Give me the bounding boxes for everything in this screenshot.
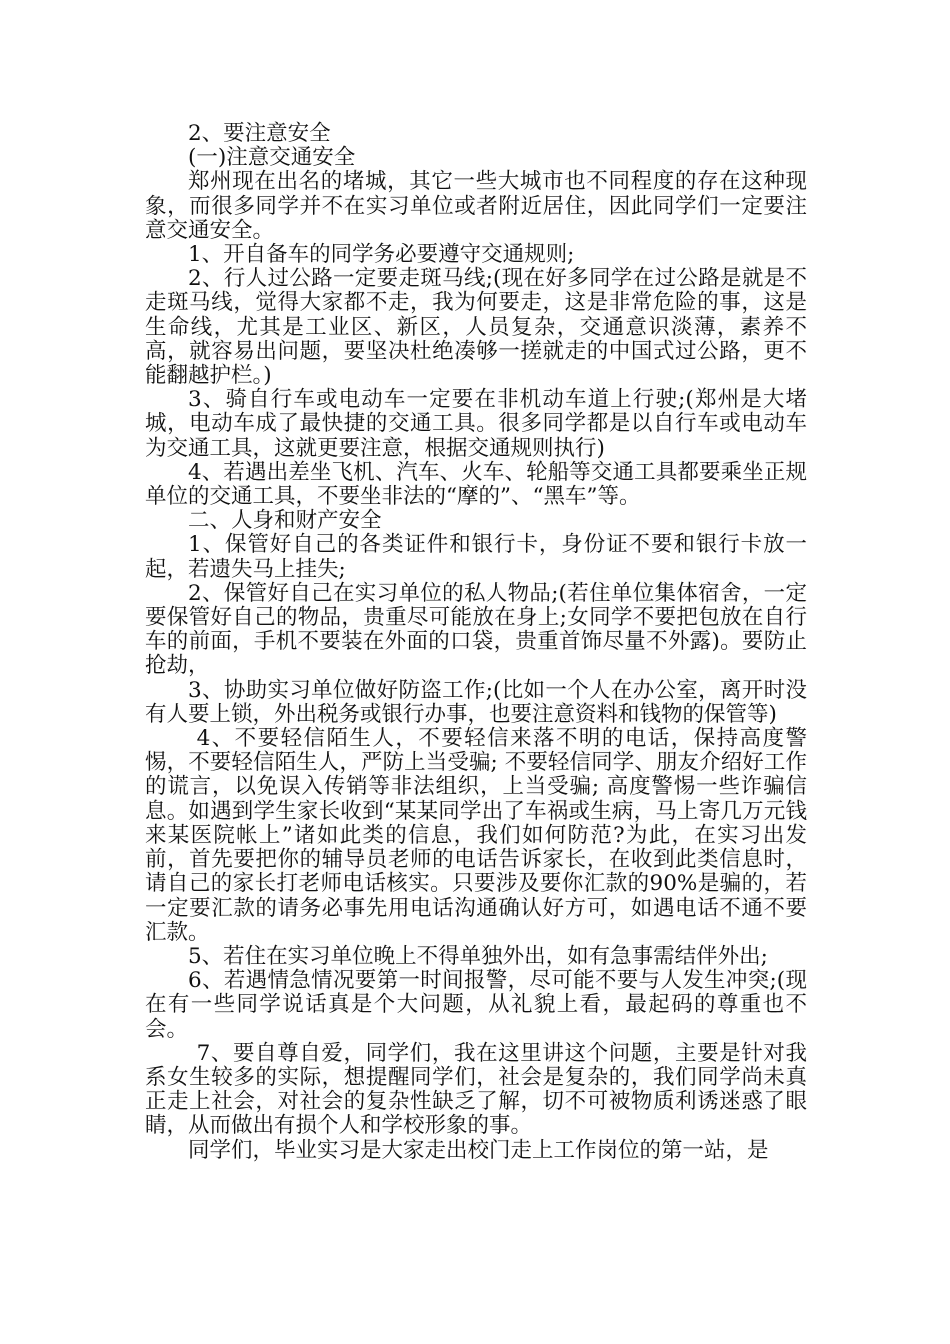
paragraph-property-rule-4: 4、不要轻信陌生人，不要轻信来落不明的电话，保持高度警惕，不要轻信陌生人，严防上当受骗; 不要轻信同学、朋友介绍好工作的谎言，以免误入传销等非法组织，上当受骗; 高度警惕一些诈骗信息。如遇到学生家长收到“某某同学出了车祸或生病，马上寄几万元钱来某医院帐上”诸如此类的信息，我们如何防范?为此，在实习出发前，首先要把你的辅导员老师的电话告诉家长，在收到此类信息时，请自己的家长打老师电话核实。只要涉及要你汇款的90%是骗的，若一定要汇款的请务必事先用电话沟通确认好方可，如遇电话不通不要汇款。 xyxy=(145,726,807,945)
paragraph-traffic-rule-3: 3、骑自行车或电动车一定要在非机动车道上行驶;(郑州是大堵城，电动车成了最快捷的交通工具。很多同学都是以自行车或电动车为交通工具，这就更要注意，根据交通规则执行) xyxy=(145,387,807,461)
section-heading-safety: 2、要注意安全 xyxy=(188,121,331,146)
paragraph-traffic-rule-4: 4、若遇出差坐飞机、汽车、火车、轮船等交通工具都要乘坐正规单位的交通工具，不要坐非法的“摩的”、“黑车”等。 xyxy=(145,459,807,510)
paragraph-property-rule-1: 1、保管好自己的各类证件和银行卡，身份证不要和银行卡放一起，若遗失马上挂失; xyxy=(145,532,807,582)
subsection-heading-traffic: (一)注意交通安全 xyxy=(188,145,356,171)
paragraph-property-rule-3: 3、协助实习单位做好防盗工作;(比如一个人在办公室，离开时没有人要上锁，外出税务或银行办事，也要注意资料和钱物的保管等) xyxy=(145,677,807,727)
paragraph-property-rule-7: 7、要自尊自爱，同学们，我在这里讲这个问题，主要是针对我系女生较多的实际，想提醒同学们，社会是复杂的，我们同学尚未真正走上社会，对社会的复杂性缺乏了解，切不可被物质利诱迷惑了眼睛，从而做出有损个人和学校形象的事。 xyxy=(145,1040,807,1139)
paragraph-traffic-rule-2: 2、行人过公路一定要走斑马线;(现在好多同学在过公路是就是不走斑马线，觉得大家都不走，我为何要走，这是非常危险的事，这是生命线，尤其是工业区、新区，人员复杂，交通意识淡薄，素养不高，就容易出问题，要坚决杜绝凑够一搓就走的中国式过公路，更不能翻越护栏。) xyxy=(145,266,807,389)
document-body xyxy=(145,122,807,1163)
paragraph-traffic-intro: 郑州现在出名的堵城，其它一些大城市也不同程度的存在这种现象，而很多同学并不在实习单位或者附近居住，因此同学们一定要注意交通安全。 xyxy=(145,169,807,243)
paragraph-property-rule-2: 2、保管好自己在实习单位的私人物品;(若住单位集体宿舍，一定要保管好自己的物品，贵重尽可能放在身上;女同学不要把包放在自行车的前面，手机不要装在外面的口袋，贵重首饰尽量不外露)。要防止抢劫， xyxy=(145,580,807,679)
paragraph-traffic-rule-1: 1、开自备车的同学务必要遵守交通规则; xyxy=(188,242,575,268)
paragraph-closing: 同学们，毕业实习是大家走出校门走上工作岗位的第一站，是 xyxy=(188,1137,769,1163)
paragraph-property-rule-6: 6、若遇情急情况要第一时间报警，尽可能不要与人发生冲突;(现在有一些同学说话真是个大问题，从礼貌上看，最起码的尊重也不会。 xyxy=(145,968,807,1042)
paragraph-property-rule-5: 5、若住在实习单位晚上不得单独外出，如有急事需结伴外出; xyxy=(188,943,768,969)
section-heading-personal-property: 二、人身和财产安全 xyxy=(188,508,382,534)
